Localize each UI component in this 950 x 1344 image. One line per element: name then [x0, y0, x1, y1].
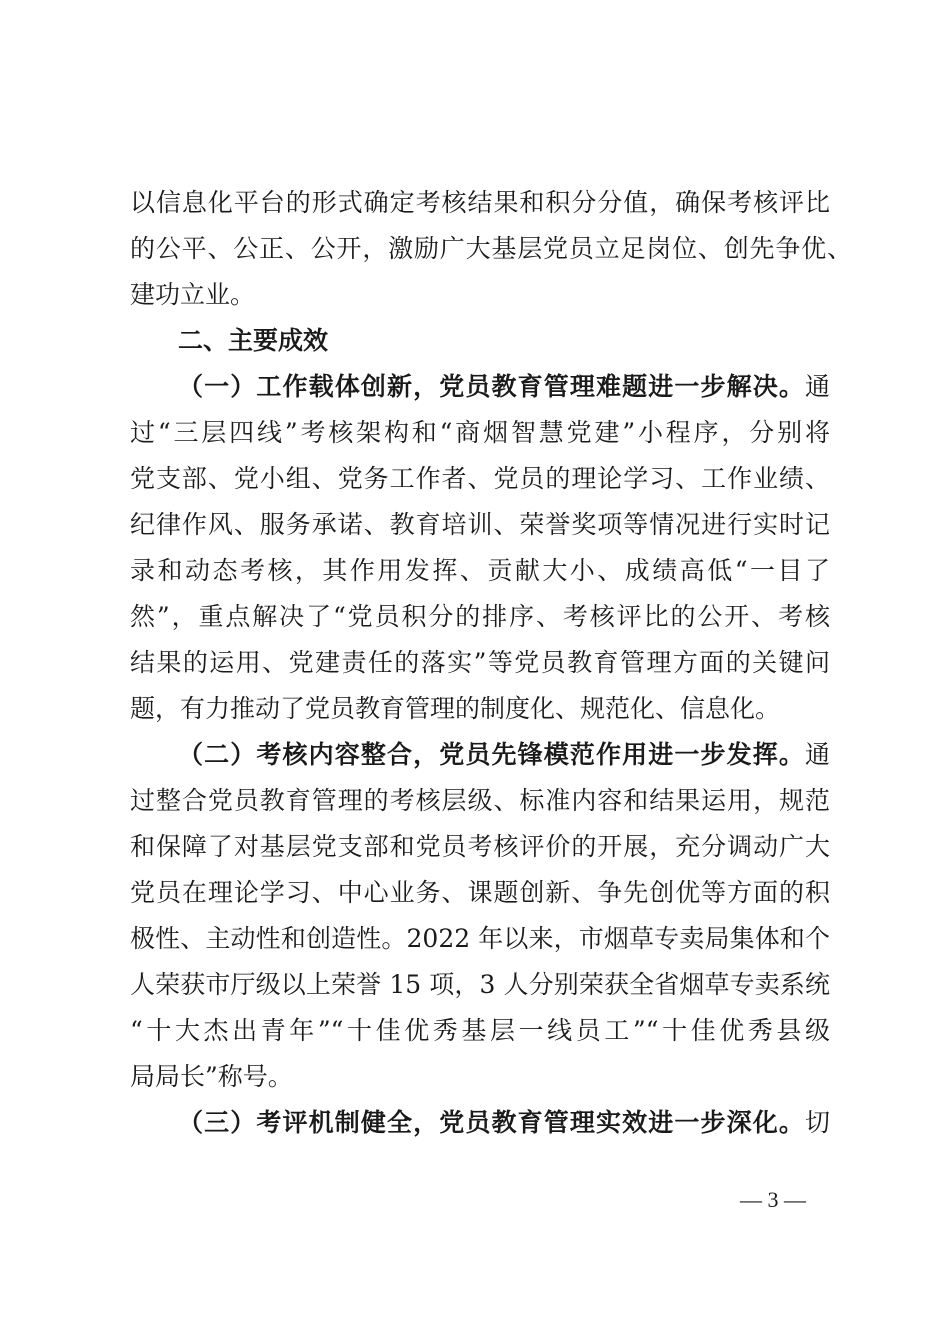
paragraph-text: 通	[804, 740, 830, 769]
paragraph-text: 通	[804, 372, 830, 401]
paragraph-line: 建功立业。	[130, 280, 256, 309]
paragraph-line: “十大杰出青年”“十佳优秀基层一线员工”“十佳优秀县级	[130, 1016, 830, 1045]
paragraph-line: 以信息化平台的形式确定考核结果和积分分值，确保考核评比	[130, 188, 830, 217]
paragraph-line: 的公平、公正、公开，激励广大基层党员立足岗位、创先争优、	[130, 234, 852, 263]
paragraph-line: 录和动态考核，其作用发挥、贡献大小、成绩高低“一目了	[130, 556, 830, 585]
paragraph-lead: （二）考核内容整合，党员先锋模范作用进一步发挥。	[178, 740, 805, 769]
paragraph-line: 纪律作风、服务承诺、教育培训、荣誉奖项等情况进行实时记	[130, 510, 830, 539]
paragraph-line: 局局长”称号。	[130, 1062, 293, 1091]
paragraph-line: 党员在理论学习、中心业务、课题创新、争先创优等方面的积	[130, 878, 830, 907]
paragraph-first-line	[178, 732, 830, 778]
page-number: — 3 —	[740, 1187, 806, 1212]
paragraph-lead: （一）工作载体创新，党员教育管理难题进一步解决。	[178, 372, 805, 401]
paragraph-line: 过“三层四线”考核架构和“商烟智慧党建”小程序，分别将	[130, 418, 830, 447]
paragraph-line: 党支部、党小组、党务工作者、党员的理论学习、工作业绩、	[130, 464, 830, 493]
paragraph-line: 结果的运用、党建责任的落实”等党员教育管理方面的关键问	[130, 648, 830, 677]
section-heading: 二、主要成效	[178, 326, 329, 355]
paragraph-first-line	[178, 1100, 830, 1146]
paragraph-line: 人荣获市厅级以上荣誉 15 项，3 人分别荣获全省烟草专卖系统	[130, 970, 830, 999]
paragraph-line: 和保障了对基层党支部和党员考核评价的开展，充分调动广大	[130, 832, 830, 861]
paragraph-text: 切	[804, 1108, 830, 1137]
paragraph-line: 过整合党员教育管理的考核层级、标准内容和结果运用，规范	[130, 786, 830, 815]
paragraph-line: 题，有力推动了党员教育管理的制度化、规范化、信息化。	[130, 694, 781, 723]
paragraph-line: 极性、主动性和创造性。2022 年以来，市烟草专卖局集体和个	[130, 924, 830, 953]
paragraph-first-line	[178, 364, 830, 410]
paragraph-lead: （三）考评机制健全，党员教育管理实效进一步深化。	[178, 1108, 805, 1137]
paragraph-line: 然”，重点解决了“党员积分的排序、考核评比的公开、考核	[130, 602, 830, 631]
